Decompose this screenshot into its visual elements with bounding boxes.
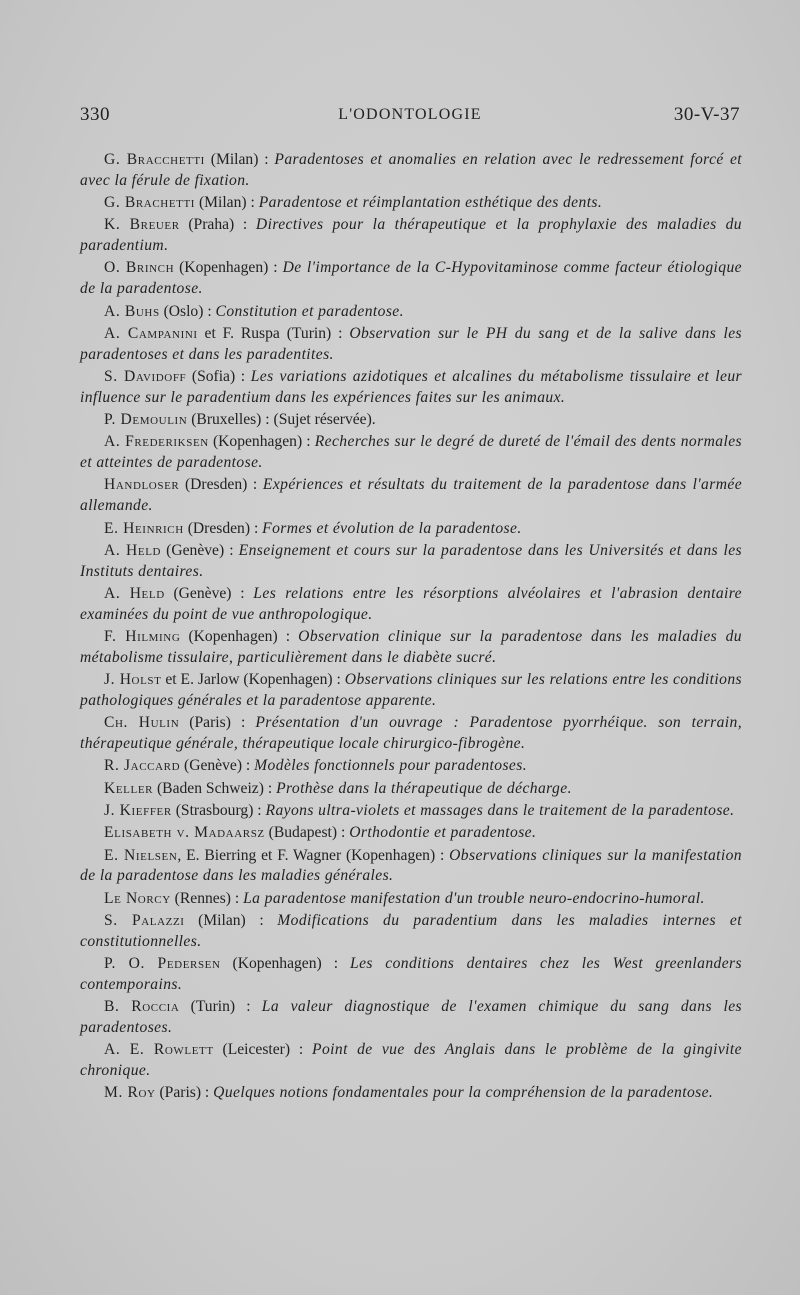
entry-author: A. Held [104,541,162,559]
entry-author: F. Hilming [104,628,181,646]
bibliography-entry [80,801,742,822]
entry-author: Le Norcy [104,889,171,907]
entry-place: (Milan) : [195,194,259,212]
entry-title: Orthodontie et paradentose. [349,824,537,842]
entry-author: G. Brachetti [104,194,196,212]
bibliography-entry [80,627,742,669]
entry-title: Directives pour la thérapeutique et la prophylaxie des maladies du paradentium. [80,216,742,255]
entry-place: (Rennes) : [170,889,244,907]
entry-place: (Strasbourg) : [171,801,266,819]
entry-title: Les conditions dentaires chez les West greenlanders contemporains. [80,954,742,993]
entry-author: Keller [104,779,154,797]
bibliography-list [80,150,742,1106]
bibliography-entry [80,713,742,755]
entry-title: Rayons ultra-violets et massages dans le traitement de la paradentose. [265,801,735,819]
entry-author: Handloser [104,476,180,494]
entry-place: (Genève) : [161,541,239,559]
entry-place: (Sofia) : [186,367,251,385]
running-header [80,104,740,134]
bibliography-entry [80,779,742,800]
entry-place: (Dresden) : [183,519,263,537]
entry-place: , E. Bierring et F. Wagner (Kopenhagen) : [177,846,450,864]
entry-title: Les relations entre les résorptions alvéolaires et l'abrasion dentaire examinées du point de vue anthropologique. [80,584,742,623]
bibliography-entry [80,150,742,192]
entry-title: La valeur diagnostique de l'examen chimique du sang dans les paradentoses. [80,998,742,1036]
bibliography-entry [80,911,742,953]
bibliography-entry [80,475,742,517]
entry-title: Observation sur le PH du sang et de la salive dans les paradentoses et dans les paradentites. [80,324,742,363]
bibliography-entry [80,670,742,712]
bibliography-entry [80,432,742,474]
entry-place: (Milan) : [204,151,275,168]
entry-author: J. Kieffer [104,801,172,819]
entry-place: (Baden Schweiz) : [153,779,277,797]
entry-place: (Budapest) : [264,824,350,842]
entry-place: et E. Jarlow (Kopenhagen) : [161,671,345,689]
entry-author: A. Frederiksen [104,433,209,451]
bibliography-entry [80,215,742,257]
entry-place: (Genève) : [164,584,254,602]
entry-author: O. Brinch [104,259,175,277]
entry-author: A. Held [104,584,165,602]
bibliography-entry [80,410,742,431]
bibliography-entry [80,324,742,366]
entry-author: Elisabeth v. Madaarsz [104,824,265,842]
entry-place: (Milan) : [184,911,278,929]
entry-title: Modifications du paradentium dans les maladies internes et constitutionnelles. [80,911,742,950]
entry-title: Présentation d'un ouvrage : Paradentose pyorrhéique. son terrain, thérapeutique générale, thérapeutique locale chirurgico-fibrogène. [80,714,743,753]
entry-place: (Dresden) : [179,476,263,494]
entry-author: E. Nielsen [104,846,178,864]
entry-author: P. Demoulin [104,411,188,429]
entry-title: De l'importance de la C-Hypovitaminose comme facteur étiologique de la paradentose. [80,259,742,298]
bibliography-entry [80,1083,742,1104]
entry-author: A. Campanini [104,324,198,342]
entry-author: K. Breuer [104,216,180,234]
entry-title: Prothèse dans la thérapeutique de décharge. [276,779,572,797]
entry-author: Ch. Hulin [104,714,180,732]
entry-place: (Paris) : [179,714,256,732]
entry-author: E. Heinrich [104,519,184,537]
entry-title: Observations cliniques sur les relations entre les conditions pathologiques générales et la paradentose apparente. [80,671,742,709]
entry-author: G. Bracchetti [104,151,205,168]
issue-date: 30-V-37 [673,104,740,125]
entry-place: (Kopenhagen) : [220,954,351,972]
bibliography-entry [80,823,742,844]
page-number: 330 [80,104,110,125]
entry-title: La paradentose manifestation d'un trouble neuro-endocrino-humoral. [243,889,705,907]
bibliography-entry [80,193,742,214]
entry-author: M. Roy [104,1084,156,1102]
entry-place: (Leicester) : [213,1041,313,1059]
entry-title: Paradentose et réimplantation esthétique des dents. [258,194,603,212]
entry-place: et F. Ruspa (Turin) : [197,324,350,342]
entry-place: (Genève) : [180,757,255,775]
entry-title: Observation clinique sur la paradentose dans les maladies du métabolisme tissulaire, particulièrement dans le diabète sucré. [80,628,742,666]
entry-author: A. Buhs [104,302,160,320]
bibliography-entry [80,584,742,626]
entry-author: R. Jaccard [104,757,181,775]
journal-title: L'ODONTOLOGIE [338,106,482,123]
entry-title: Paradentoses et anomalies en relation avec le redressement forcé et avec la férule de fixation. [80,151,743,189]
bibliography-entry [80,889,742,910]
entry-place: (Kopenhagen) : [208,433,315,451]
entry-title: Quelques notions fondamentales pour la compréhension de la paradentose. [213,1084,714,1102]
entry-title: Modèles fonctionnels pour paradentoses. [254,757,528,775]
entry-title: Constitution et paradentose. [215,302,404,320]
entry-place: (Bruxelles) : (Sujet réservée). [187,411,376,429]
entry-title: Recherches sur le degré de dureté de l'émail des dents normales et atteintes de paradentose. [80,433,742,472]
bibliography-entry [80,367,742,409]
entry-author: P. O. Pedersen [104,954,221,972]
entry-place: (Kopenhagen) : [180,628,299,646]
entry-author: S. Palazzi [104,911,185,929]
entry-title: Formes et évolution de la paradentose. [262,519,522,537]
entry-place: (Turin) : [179,998,262,1016]
entry-place: (Paris) : [155,1084,214,1102]
bibliography-entry [80,756,742,777]
entry-author: J. Holst [104,671,162,689]
entry-author: S. Davidoff [104,367,187,385]
bibliography-entry [80,302,742,323]
bibliography-entry [80,1040,742,1082]
bibliography-entry [80,846,742,888]
entry-title: Observations cliniques sur la manifestation de la paradentose dans les maladies générales. [80,846,743,885]
entry-title: Les variations azidotiques et alcalines du métabolisme tissulaire et leur influence sur le paradentium dans les expériences faites sur les animaux. [80,367,742,406]
entry-place: (Kopenhagen) : [174,259,283,277]
entry-title: Expériences et résultats du traitement de la paradentose dans l'armée allemande. [80,476,743,515]
entry-author: A. E. Rowlett [104,1041,214,1059]
bibliography-entry [80,997,742,1039]
entry-place: (Oslo) : [159,302,216,320]
bibliography-entry [80,519,742,540]
entry-title: Enseignement et cours sur la paradentose dans les Universités et dans les Instituts dentaires. [80,541,742,580]
entry-author: B. Roccia [104,998,180,1016]
bibliography-entry [80,258,742,300]
entry-title: Point de vue des Anglais dans le problème de la gingivite chronique. [80,1041,742,1079]
entry-place: (Praha) : [179,216,256,234]
bibliography-entry [80,541,742,583]
bibliography-entry [80,954,742,996]
